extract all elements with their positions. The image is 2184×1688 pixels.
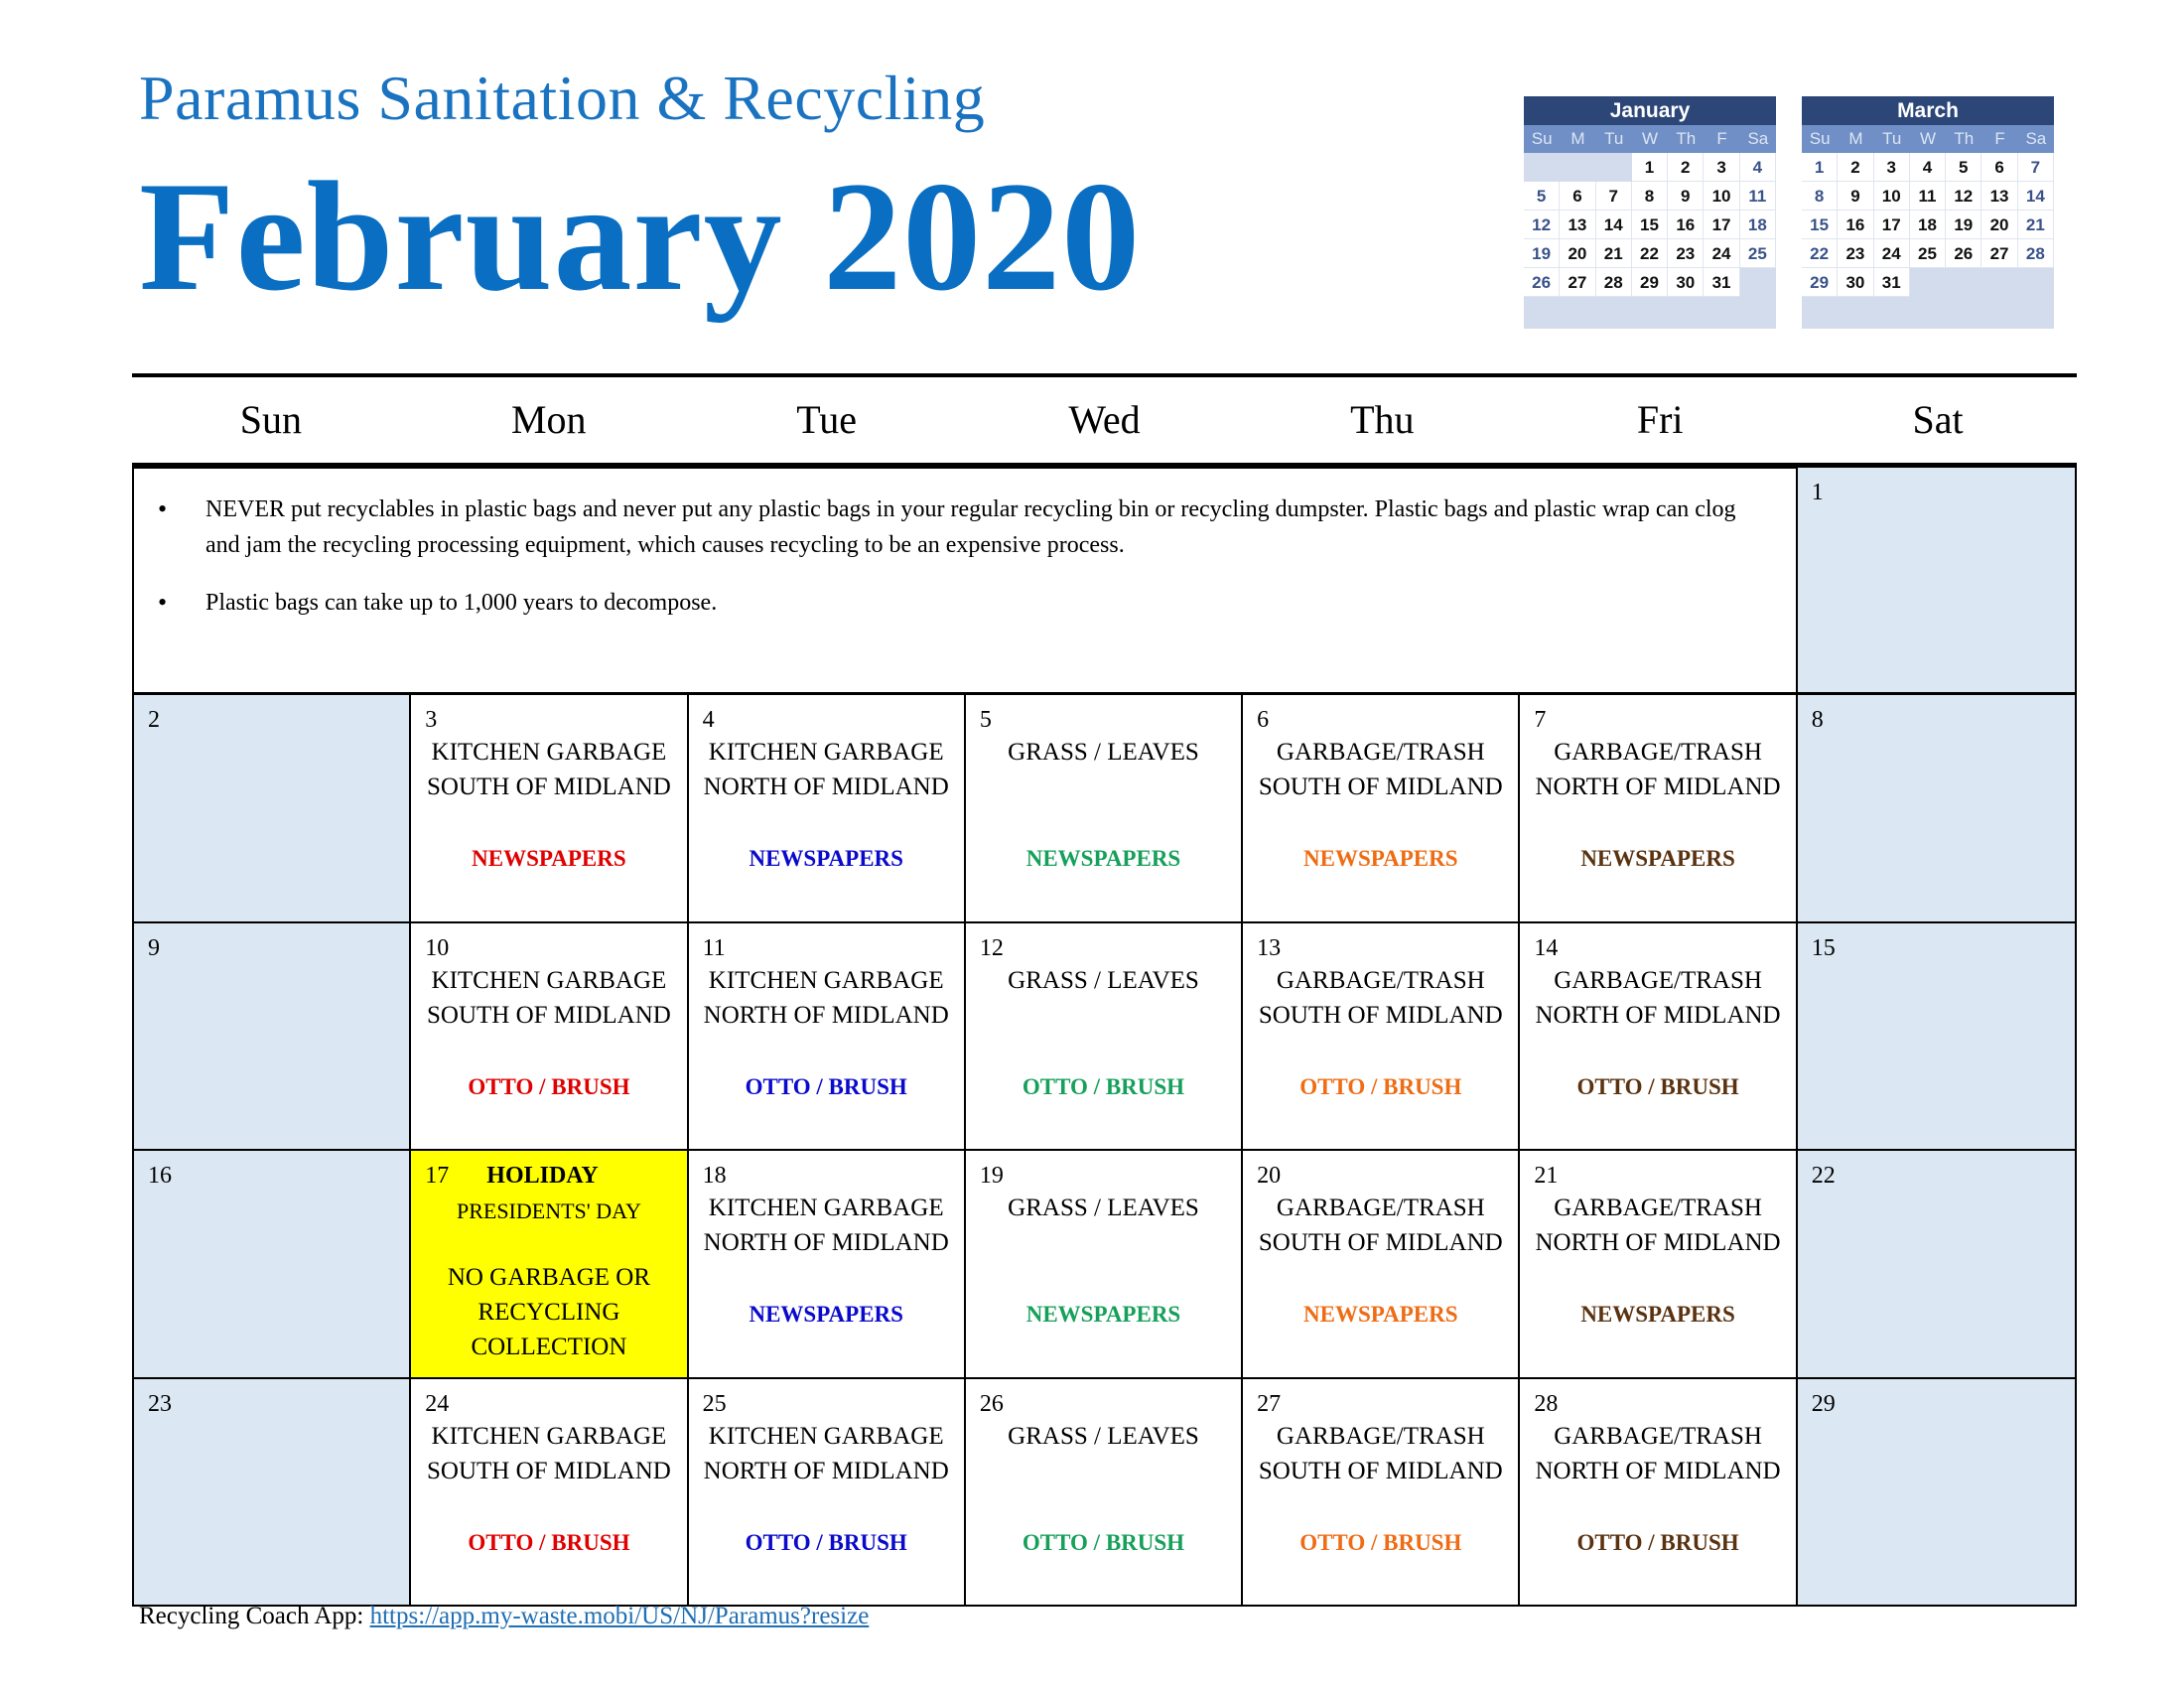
mini-day: 16 (1838, 211, 1873, 239)
recycling-coach-link[interactable]: https://app.my-waste.mobi/US/NJ/Paramus?resize (369, 1603, 870, 1629)
holiday-name: PRESIDENTS' DAY (456, 1198, 641, 1223)
mini-day: 8 (1802, 182, 1838, 211)
mini-day: 31 (1704, 268, 1739, 297)
special-collection: OTTO / BRUSH (1299, 1529, 1462, 1555)
mini-day-empty (1560, 153, 1595, 182)
mini-day: 19 (1524, 239, 1560, 268)
day-number: 14 (1534, 934, 1559, 961)
mini-day: 24 (1704, 239, 1739, 268)
day-number: 15 (1811, 934, 1836, 961)
organization-name: Paramus Sanitation & Recycling (139, 63, 986, 133)
collection-area: NORTH OF MIDLAND (703, 1229, 949, 1256)
mini-day-empty (1910, 268, 1946, 297)
weekday-label: M (1570, 129, 1585, 148)
mini-day: 11 (1740, 182, 1776, 211)
mini-day: 28 (1596, 268, 1632, 297)
mini-day: 18 (1910, 211, 1946, 239)
day-cell-5 (966, 695, 1243, 923)
day-number: 19 (979, 1163, 1004, 1189)
special-collection: NEWSPAPERS (1580, 846, 1735, 871)
weekday-label: M (1848, 129, 1863, 148)
day-number: 4 (702, 707, 715, 733)
day-cell-3 (411, 695, 688, 923)
mini-day: 3 (1874, 153, 1910, 182)
mini-calendar-january (1524, 96, 1776, 329)
mini-day: 2 (1838, 153, 1873, 182)
day-number: 7 (1534, 707, 1547, 733)
day-cell-2 (134, 695, 411, 923)
collection-type: GRASS / LEAVES (1008, 1195, 1199, 1221)
day-cell-14 (1520, 923, 1797, 1152)
collection-type: GARBAGE/TRASH (1276, 1195, 1485, 1221)
weekday-label: Sa (2025, 129, 2047, 148)
weekday-mon: Mon (510, 397, 587, 442)
special-collection: NEWSPAPERS (472, 846, 626, 871)
mini-day: 20 (1560, 239, 1595, 268)
weekday-sat: Sat (1912, 397, 1964, 442)
special-collection: NEWSPAPERS (1025, 846, 1181, 871)
mini-day: 25 (1910, 239, 1946, 268)
mini-day: 4 (1910, 153, 1946, 182)
weekday-thu: Thu (1350, 397, 1415, 442)
collection-type: KITCHEN GARBAGE (708, 966, 944, 994)
day-cell-27 (1243, 1379, 1520, 1608)
collection-type: GARBAGE/TRASH (1554, 1195, 1762, 1221)
day-number: 18 (702, 1163, 727, 1189)
weekday-wed: Wed (1068, 397, 1141, 442)
mini-day: 21 (2018, 211, 2054, 239)
mini-day: 27 (1560, 268, 1595, 297)
mini-day-empty (1946, 268, 1981, 297)
note-item: • Plastic bags can take up to 1,000 years to decompose. (154, 585, 1756, 621)
mini-day: 15 (1802, 211, 1838, 239)
mini-day: 25 (1740, 239, 1776, 268)
collection-type: GARBAGE/TRASH (1276, 739, 1485, 766)
day-cell-26 (966, 1379, 1243, 1608)
day-number: 29 (1811, 1390, 1836, 1417)
day-cell-24 (411, 1379, 688, 1608)
day-number: 27 (1257, 1390, 1282, 1417)
day-number: 5 (979, 707, 992, 733)
mini-calendar-days (1802, 153, 2054, 297)
weekday-label: Th (1676, 129, 1697, 148)
day-cell-11 (689, 923, 966, 1152)
day-number: 8 (1811, 707, 1824, 733)
mini-day: 29 (1802, 268, 1838, 297)
special-collection: OTTO / BRUSH (1022, 1073, 1185, 1099)
mini-day-empty (1524, 153, 1560, 182)
mini-day: 9 (1838, 182, 1873, 211)
mini-calendar-weekdays (1802, 125, 2054, 153)
notes-cell (134, 468, 1798, 695)
collection-area: SOUTH OF MIDLAND (1258, 1001, 1503, 1029)
day-number: 25 (702, 1390, 727, 1417)
mini-day: 7 (2018, 153, 2054, 182)
mini-day: 31 (1874, 268, 1910, 297)
mini-day: 5 (1524, 182, 1560, 211)
day-cell-15 (1798, 923, 2075, 1152)
day-cell-12 (966, 923, 1243, 1152)
weekday-label: Th (1954, 129, 1975, 148)
mini-day: 26 (1946, 239, 1981, 268)
day-number: 23 (148, 1390, 172, 1417)
collection-type: KITCHEN GARBAGE (708, 1195, 944, 1221)
special-collection: OTTO / BRUSH (468, 1529, 630, 1555)
day-number: 24 (425, 1390, 450, 1417)
collection-type: KITCHEN GARBAGE (431, 1422, 667, 1450)
mini-day: 22 (1802, 239, 1838, 268)
mini-day: 20 (1981, 211, 2017, 239)
weekday-label: F (1994, 129, 2005, 148)
day-number: 2 (148, 707, 160, 733)
mini-day: 6 (1981, 153, 2017, 182)
mini-day: 14 (1596, 211, 1632, 239)
mini-day: 22 (1632, 239, 1668, 268)
collection-area: SOUTH OF MIDLAND (1258, 1229, 1503, 1256)
collection-type: GRASS / LEAVES (1008, 966, 1199, 994)
day-cell-18 (689, 1151, 966, 1379)
day-cell-19 (966, 1151, 1243, 1379)
day-cell-4 (689, 695, 966, 923)
day-cell-21 (1520, 1151, 1797, 1379)
collection-type: KITCHEN GARBAGE (431, 966, 667, 994)
collection-area: NORTH OF MIDLAND (1535, 1457, 1781, 1484)
collection-area: SOUTH OF MIDLAND (1258, 1457, 1503, 1484)
mini-day-empty (1596, 153, 1632, 182)
collection-area: SOUTH OF MIDLAND (427, 1457, 671, 1484)
special-collection: NEWSPAPERS (1303, 846, 1458, 871)
mini-day: 29 (1632, 268, 1668, 297)
special-collection: NEWSPAPERS (1303, 1302, 1458, 1327)
mini-day: 17 (1874, 211, 1910, 239)
mini-day: 14 (2018, 182, 2054, 211)
footer (139, 1603, 869, 1630)
day-cell-29 (1798, 1379, 2075, 1608)
mini-day-empty (2018, 268, 2054, 297)
day-cell-1 (1798, 468, 2075, 695)
day-number: 17 (425, 1163, 450, 1189)
special-collection: NEWSPAPERS (1580, 1302, 1735, 1327)
collection-area: SOUTH OF MIDLAND (427, 774, 671, 800)
special-collection: NEWSPAPERS (749, 846, 903, 871)
special-collection: OTTO / BRUSH (745, 1073, 907, 1099)
collection-area: SOUTH OF MIDLAND (427, 1001, 671, 1029)
special-collection: OTTO / BRUSH (745, 1529, 907, 1555)
mini-day: 13 (1560, 211, 1595, 239)
month-grid (132, 468, 2077, 1607)
collection-area: NORTH OF MIDLAND (703, 774, 949, 800)
mini-calendar-days (1524, 153, 1776, 297)
day-cell-7 (1520, 695, 1797, 923)
mini-calendar-month: January (1524, 96, 1776, 125)
mini-day: 4 (1740, 153, 1776, 182)
day-number: 20 (1257, 1163, 1282, 1189)
mini-day: 23 (1668, 239, 1704, 268)
collection-type: GRASS / LEAVES (1008, 739, 1199, 766)
collection-type: KITCHEN GARBAGE (708, 739, 944, 766)
day-cell-22 (1798, 1151, 2075, 1379)
weekday-label: F (1716, 129, 1727, 148)
day-number: 12 (979, 934, 1004, 961)
mini-day: 16 (1668, 211, 1704, 239)
mini-day: 26 (1524, 268, 1560, 297)
special-collection: OTTO / BRUSH (1299, 1073, 1462, 1099)
mini-day: 5 (1946, 153, 1981, 182)
collection-type: GRASS / LEAVES (1008, 1422, 1199, 1450)
mini-day: 1 (1632, 153, 1668, 182)
day-cell-23 (134, 1379, 411, 1608)
day-cell-16 (134, 1151, 411, 1379)
day-cell-8 (1798, 695, 2075, 923)
mini-calendar-month: March (1802, 96, 2054, 125)
mini-day-empty (1981, 268, 2017, 297)
collection-type: GARBAGE/TRASH (1276, 1422, 1485, 1450)
day-number: 28 (1534, 1390, 1559, 1417)
special-collection: NEWSPAPERS (1025, 1302, 1181, 1327)
day-number: 16 (148, 1163, 172, 1189)
mini-day: 27 (1981, 239, 2017, 268)
mini-day: 17 (1704, 211, 1739, 239)
mini-day: 8 (1632, 182, 1668, 211)
weekday-label: Su (1809, 129, 1831, 148)
collection-area: NORTH OF MIDLAND (703, 1457, 949, 1484)
holiday-label: HOLIDAY (486, 1163, 599, 1189)
day-number: 11 (702, 934, 726, 961)
collection-area: NORTH OF MIDLAND (703, 1001, 949, 1029)
mini-day: 18 (1740, 211, 1776, 239)
notes-list (154, 492, 1756, 642)
mini-day: 13 (1981, 182, 2017, 211)
day-cell-25 (689, 1379, 966, 1608)
day-number: 6 (1257, 707, 1270, 733)
mini-day: 23 (1838, 239, 1873, 268)
mini-day: 24 (1874, 239, 1910, 268)
mini-day: 6 (1560, 182, 1595, 211)
day-cell-9 (134, 923, 411, 1152)
note-item: • NEVER put recyclables in plastic bags and never put any plastic bags in your regular recycling bin or recycling dumpster. Plastic bags and plastic wrap can clog and jam the recycling processing equipment, which causes recycling to be an expensive process. (154, 492, 1756, 563)
day-number: 21 (1534, 1163, 1559, 1189)
day-number: 1 (1811, 480, 1824, 505)
mini-day: 7 (1596, 182, 1632, 211)
day-number: 26 (979, 1390, 1004, 1417)
mini-day: 28 (2018, 239, 2054, 268)
weekday-tue: Tue (796, 397, 858, 442)
weekday-sun: Sun (239, 397, 303, 442)
special-collection: OTTO / BRUSH (468, 1073, 630, 1099)
collection-type: KITCHEN GARBAGE (431, 739, 667, 766)
weekday-label: W (1641, 129, 1659, 148)
weekday-label: Tu (1882, 129, 1902, 148)
day-cell-10 (411, 923, 688, 1152)
day-cell-6 (1243, 695, 1520, 923)
weekday-label: Sa (1747, 129, 1769, 148)
collection-area: NORTH OF MIDLAND (1535, 774, 1781, 800)
collection-area: NORTH OF MIDLAND (1535, 1229, 1781, 1256)
day-number: 10 (425, 934, 450, 961)
day-cell-13 (1243, 923, 1520, 1152)
collection-area: NORTH OF MIDLAND (1535, 1001, 1781, 1029)
weekday-header (132, 377, 2077, 463)
mini-day: 2 (1668, 153, 1704, 182)
page-title: February 2020 (139, 150, 1142, 324)
mini-day: 1 (1802, 153, 1838, 182)
day-number: 3 (425, 707, 438, 733)
day-number: 22 (1811, 1163, 1836, 1189)
special-collection: OTTO / BRUSH (1022, 1529, 1185, 1555)
special-collection: OTTO / BRUSH (1576, 1073, 1739, 1099)
mini-day: 10 (1874, 182, 1910, 211)
mini-calendar-march (1802, 96, 2054, 329)
mini-day: 10 (1704, 182, 1739, 211)
day-number: 9 (148, 934, 160, 961)
weekday-fri: Fri (1636, 397, 1684, 442)
weekday-label: W (1919, 129, 1937, 148)
special-collection: NEWSPAPERS (749, 1302, 903, 1327)
mini-day: 15 (1632, 211, 1668, 239)
day-number: 13 (1257, 934, 1282, 961)
mini-day: 30 (1668, 268, 1704, 297)
mini-day: 9 (1668, 182, 1704, 211)
day-cell-20 (1243, 1151, 1520, 1379)
holiday-message: NO GARBAGE OR RECYCLING COLLECTION (447, 1264, 651, 1360)
mini-day: 3 (1704, 153, 1739, 182)
day-cell-28 (1520, 1379, 1797, 1608)
mini-calendar-weekdays (1524, 125, 1776, 153)
mini-day: 12 (1946, 182, 1981, 211)
day-cell-17 (411, 1151, 688, 1379)
collection-type: KITCHEN GARBAGE (708, 1422, 944, 1450)
collection-type: GARBAGE/TRASH (1554, 1422, 1762, 1450)
collection-type: GARBAGE/TRASH (1276, 966, 1485, 994)
collection-type: GARBAGE/TRASH (1554, 966, 1762, 994)
footer-label: Recycling Coach App: (139, 1603, 370, 1629)
weekday-label: Su (1531, 129, 1553, 148)
weekday-label: Tu (1604, 129, 1624, 148)
mini-day: 12 (1524, 211, 1560, 239)
mini-day-empty (1740, 268, 1776, 297)
mini-day: 11 (1910, 182, 1946, 211)
mini-day: 30 (1838, 268, 1873, 297)
collection-type: GARBAGE/TRASH (1554, 739, 1762, 766)
mini-day: 19 (1946, 211, 1981, 239)
mini-day: 21 (1596, 239, 1632, 268)
collection-area: SOUTH OF MIDLAND (1258, 774, 1503, 800)
special-collection: OTTO / BRUSH (1576, 1529, 1739, 1555)
